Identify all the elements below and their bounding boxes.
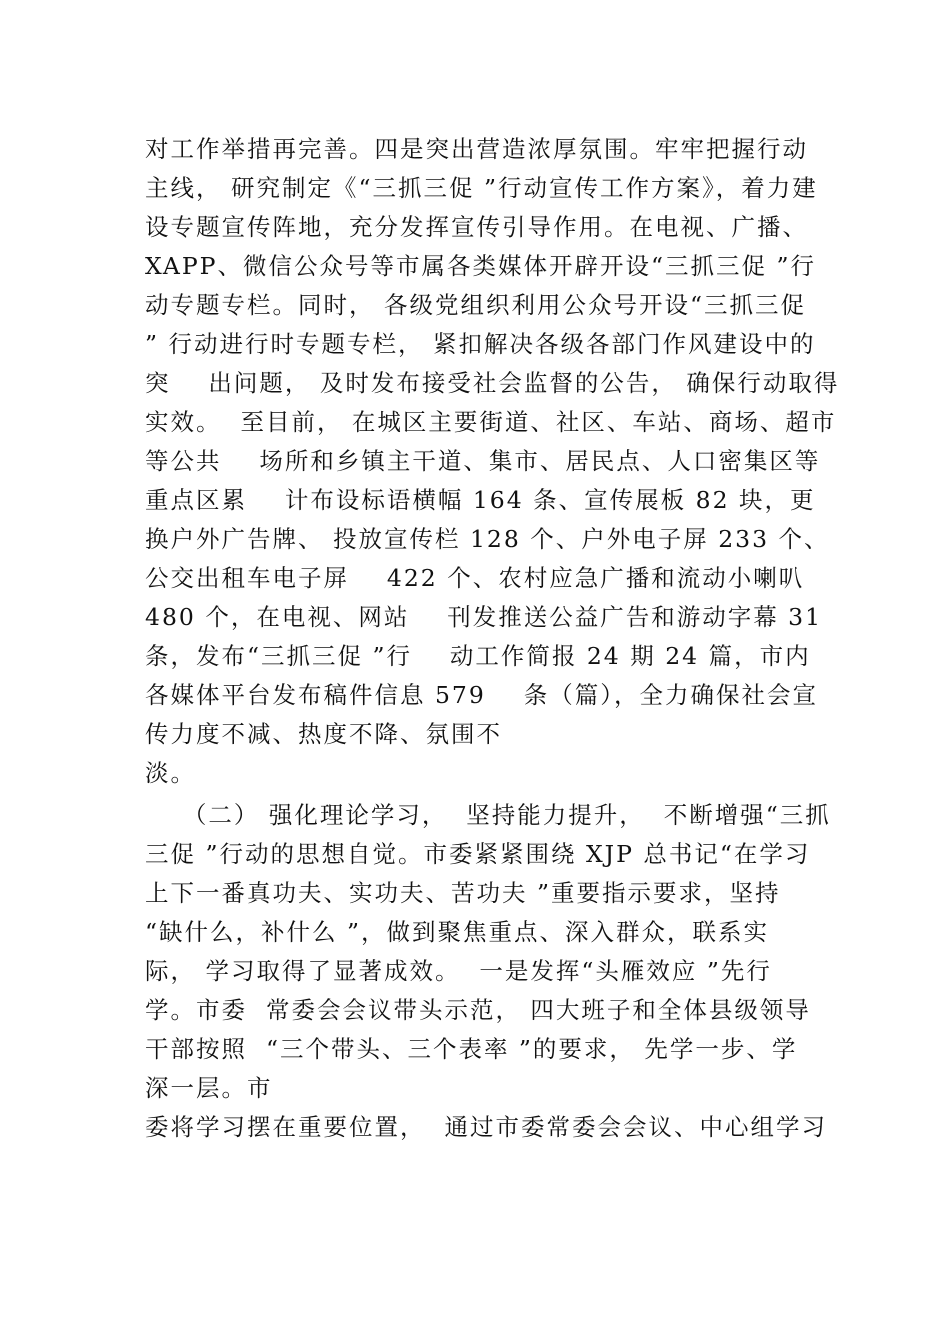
- text-line: 干部按照 “三个带头、三个表率 ”的要求， 先学一步、学: [145, 1035, 798, 1063]
- text-line: 设专题宣传阵地，充分发挥宣传引导作用。在电视、广播、: [145, 213, 808, 241]
- text-line: 换户外广告牌、 投放宣传栏 128 个、户外电子屏 233 个、: [145, 525, 830, 553]
- text-line: 委将学习摆在重要位置， 通过市委常委会会议、中心组学习: [145, 1113, 827, 1141]
- text-line: 480 个，在电视、网站 刊发推送公益广告和游动字幕 31: [145, 603, 823, 631]
- text-line: 公交出租车电子屏 422 个、农村应急广播和流动小喇叭: [145, 564, 805, 592]
- text-line: 学。市委 常委会会议带头示范， 四大班子和全体县级领导: [145, 996, 811, 1024]
- text-line: 主线， 研究制定《“三抓三促 ”行动宣传工作方案》，着力建: [145, 174, 818, 202]
- text-line: 各媒体平台发布稿件信息 579 条（篇），全力确保社会宣: [145, 681, 818, 709]
- text-line: 深一层。市: [145, 1074, 273, 1102]
- text-line: 重点区累 计布设标语横幅 164 条、宣传展板 82 块，更: [145, 486, 816, 514]
- text-line: 传力度不减、热度不降、氛围不: [145, 720, 502, 748]
- text-line: 淡。: [145, 759, 196, 787]
- text-line: 三促 ”行动的思想自觉。市委紧紧围绕 XJP 总书记“在学习: [145, 840, 811, 868]
- text-line: XAPP、微信公众号等市属各类媒体开辟开设“三抓三促 ”行: [145, 252, 816, 280]
- text-line: 等公共 场所和乡镇主干道、集市、居民点、人口密集区等: [145, 447, 821, 475]
- text-line: 动专题专栏。同时， 各级党组织利用公众号开设“三抓三促: [145, 291, 806, 319]
- text-line: “缺什么，补什么 ”，做到聚焦重点、深入群众，联系实: [145, 918, 769, 946]
- text-line: ” 行动进行时专题专栏， 紧扣解决各级各部门作风建设中的: [145, 330, 816, 358]
- text-line: 条，发布“三抓三促 ”行 动工作简报 24 期 24 篇，市内: [145, 642, 811, 670]
- text-line: 上下一番真功夫、实功夫、苦功夫 ”重要指示要求，坚持: [145, 879, 781, 907]
- text-line: （二） 强化理论学习， 坚持能力提升， 不断增强“三抓: [145, 801, 831, 829]
- text-line: 对工作举措再完善。四是突出营造浓厚氛围。牢牢把握行动: [145, 135, 808, 163]
- text-line: 突 出问题， 及时发布接受社会监督的公告， 确保行动取得: [145, 369, 840, 397]
- text-line: 实效。 至目前， 在城区主要街道、社区、车站、商场、超市: [145, 408, 837, 436]
- text-line: 际， 学习取得了显著成效。 一是发挥“头雁效应 ”先行: [145, 957, 772, 985]
